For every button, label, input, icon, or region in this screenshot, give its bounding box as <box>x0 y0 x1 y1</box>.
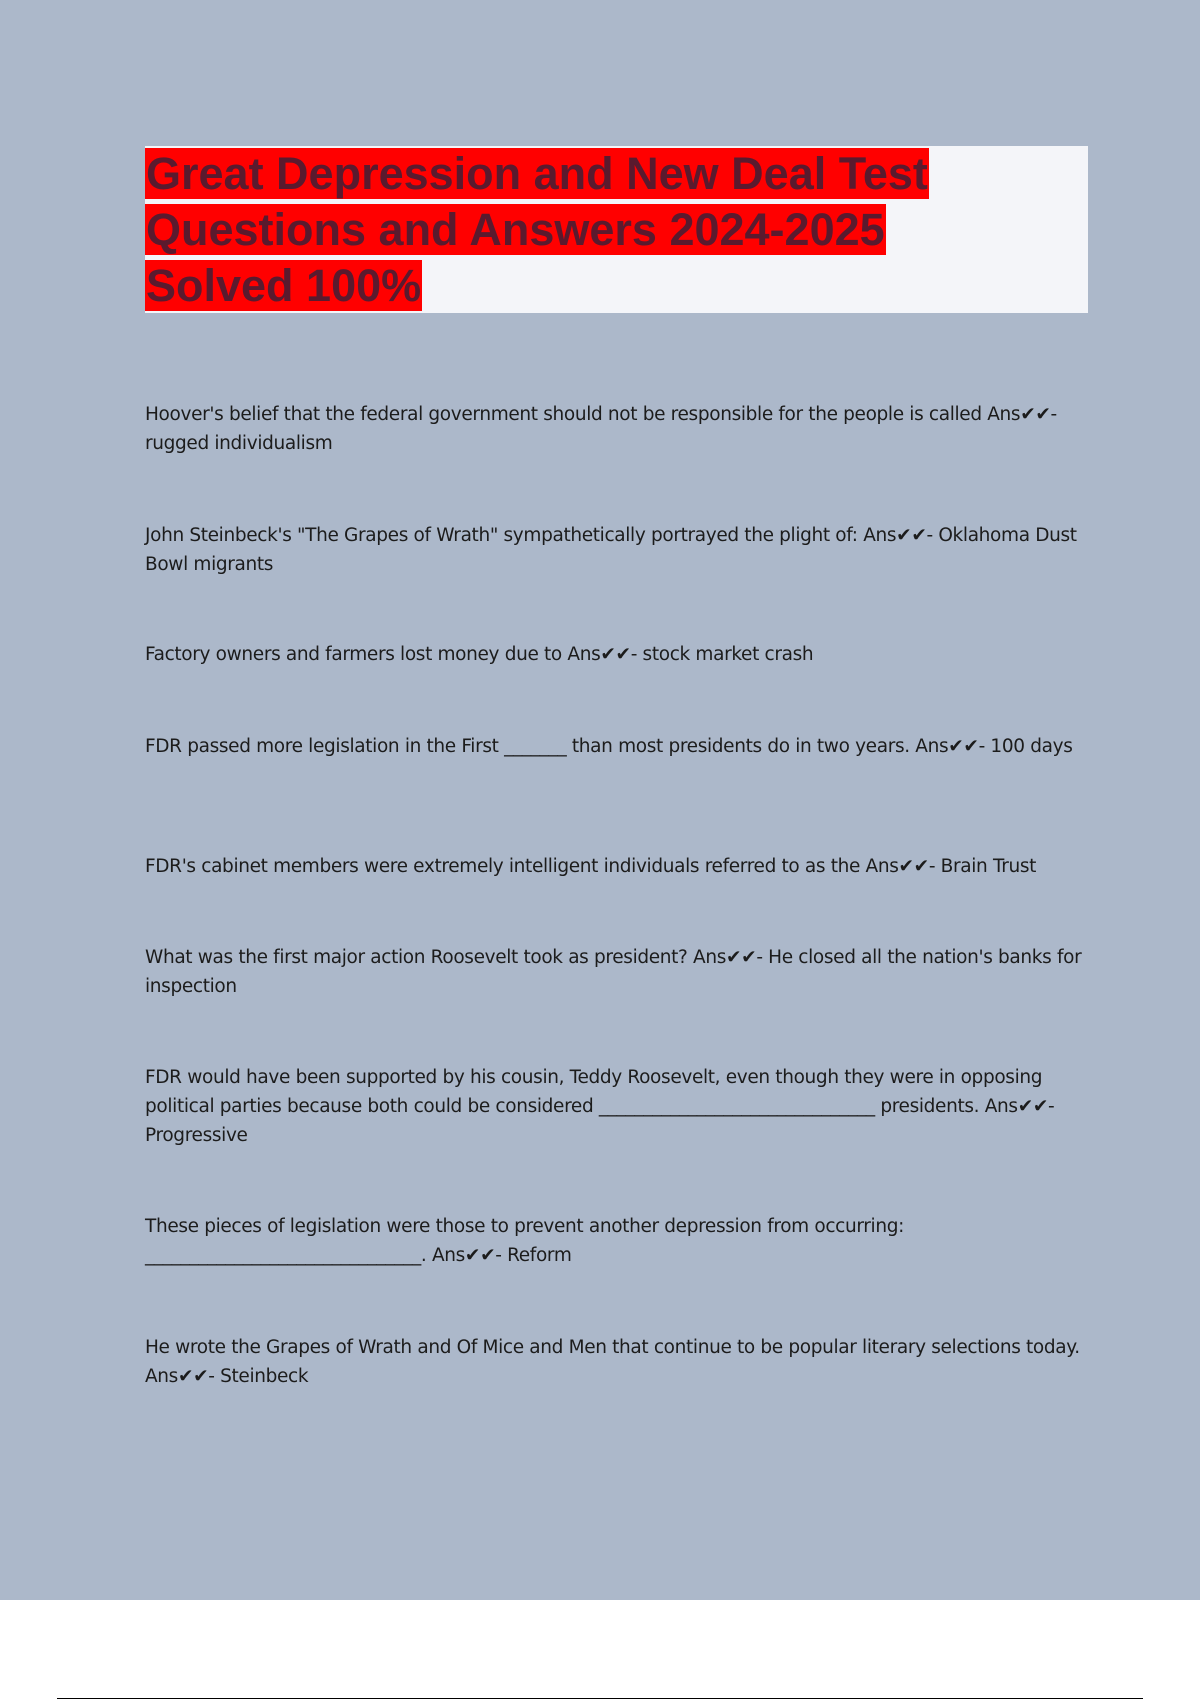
qa-item: He wrote the Grapes of Wrath and Of Mice and Men that continue to be popular literary selections today. Ans✔✔- Steinbeck <box>145 1337 1080 1387</box>
qa-item: Factory owners and farmers lost money due to Ans✔✔- stock market crash <box>145 644 814 665</box>
title-line: Questions and Answers 2024-2025 <box>146 204 885 255</box>
qa-item: These pieces of legislation were those to prevent another depression from occurring: _______________________________. Ans✔✔- Reform <box>145 1216 905 1266</box>
qa-item: FDR would have been supported by his cousin, Teddy Roosevelt, even though they were in opposing political parties because both could be considered _______________________________ presidents. Ans✔✔- Progressive <box>145 1067 1055 1146</box>
document-title <box>145 146 995 314</box>
qa-item: Hoover's belief that the federal government should not be responsible for the people is called Ans✔✔- rugged individualism <box>145 404 1057 454</box>
qa-item: What was the first major action Roosevelt took as president? Ans✔✔- He closed all the nation's banks for inspection <box>145 947 1082 997</box>
title-box <box>145 146 1088 313</box>
title-line: Great Depression and New Deal Test <box>146 148 928 199</box>
footer-divider <box>57 1698 1143 1699</box>
title-line: Solved 100% <box>146 260 422 311</box>
qa-item: FDR passed more legislation in the First _______ than most presidents do in two years. Ans✔✔- 100 days <box>145 736 1073 757</box>
qa-item: FDR's cabinet members were extremely intelligent individuals referred to as the Ans✔✔- Brain Trust <box>145 856 1037 877</box>
qa-item: John Steinbeck's "The Grapes of Wrath" sympathetically portrayed the plight of: Ans✔✔- Oklahoma Dust Bowl migrants <box>145 525 1077 575</box>
